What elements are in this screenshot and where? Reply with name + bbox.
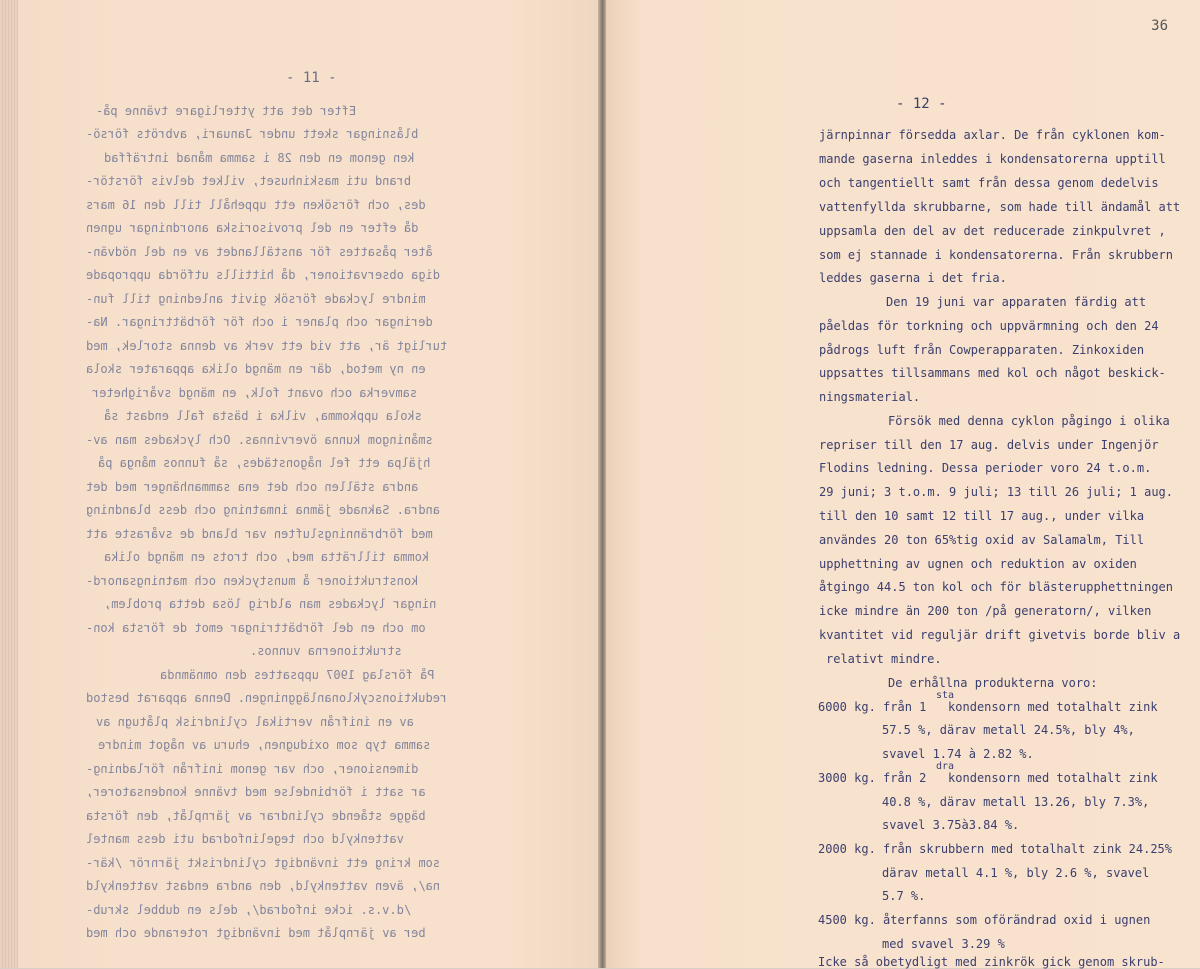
text-line: med svavel 3.29 % (882, 937, 1005, 951)
text-line: ar satt i förbindelse med tvänne kondensatorer, (86, 785, 426, 799)
text-line: en ny metod, där en mängd olika apparater skola (86, 362, 426, 376)
text-line: des, och försöken ett uppehåll till den 16 mars (86, 198, 426, 212)
text-line: På förslag 1907 uppsattes den omnämnda (160, 668, 435, 682)
text-line: 5.7 %. (882, 889, 926, 903)
text-line: deringar och planer i och för förbättringar. Na- (86, 315, 433, 329)
text-line: ningar lyckades man aldrig lösa detta problem, (104, 597, 437, 611)
text-line: 6000 kg. från 1 kondensorn med totalhalt zink (818, 700, 1158, 714)
text-line: Flodins ledning. Dessa perioder voro 24 t.o.m. (819, 461, 1152, 475)
text-line: användes 20 ton 65%tig oxid av Salamalm, Till (819, 533, 1145, 547)
text-line: komma tillrätta med, och trots en mängd olika (104, 550, 430, 564)
text-line: na/, även vattenkyld, den andra endast vattenkyld (86, 879, 441, 893)
text-line: repriser till den 17 aug. delvis under Ingenjör (819, 438, 1159, 452)
left-page-number: - 11 - (286, 70, 337, 86)
text-line: mindre lyckade försök givit anledning till fun- (86, 292, 426, 306)
text-line: upphettning av ugnen och reduktion av oxiden (819, 557, 1137, 571)
text-line: andra ställen och det ena sammanhänger med det (86, 480, 419, 494)
text-line: uppsamla den del av det reducerade zinkpulvret , (819, 224, 1166, 238)
text-line: som kring ett invändigt cylindriskt järnrör /kär- (86, 856, 441, 870)
text-line: med förbränningsluften var bland de svåraste att (86, 527, 433, 541)
text-line: blåsningar skett under Januari, avbröts försö- (86, 127, 419, 141)
text-line: vattenkyld och tegelinfodrad uti dess mantel (86, 832, 404, 846)
text-line: hjälpa ett fel någonstädes, så funnos många på (98, 456, 431, 470)
text-line: därav metall 4.1 %, bly 2.6 %, svavel (882, 866, 1150, 880)
text-line: om och en del förbättringar emot de första kon- (86, 621, 426, 635)
text-line: Efter det att ytterligare tvänne på- (96, 104, 357, 118)
text-line: svavel 1.74 à 2.82 %. (882, 747, 1034, 761)
text-line: och tangentiellt samt från dessa genom dedelvis (819, 176, 1159, 190)
text-line: icke mindre än 200 ton /på generatorn/, vilken (819, 604, 1152, 618)
superscript-sta: sta (936, 690, 955, 701)
text-line: struktionerna vunnos. (250, 644, 402, 658)
text-line: Den 19 juni var apparaten färdig att (886, 295, 1147, 309)
archive-page-mark: 36 (1151, 18, 1168, 34)
text-line: 3000 kg. från 2 kondensorn med totalhalt zink (818, 771, 1158, 785)
right-page-number: - 12 - (896, 96, 947, 112)
text-line: uppsattes tillsammans med kol och något beskick- (819, 366, 1166, 380)
text-line: relativt mindre. (826, 652, 942, 666)
text-line: samma typ som oxidugnen, ehuru av något mindre (98, 738, 431, 752)
text-line: småningom kunna övervinnas. Och lyckades man av- (86, 433, 433, 447)
text-line: som ej stannade i kondensatorerna. Från skrubbern (819, 248, 1174, 262)
text-line: kvantitet vid reguljär drift givetvis borde bliv a (819, 628, 1181, 642)
text-line: De erhållna produkterna voro: (888, 676, 1098, 690)
superscript-dra: dra (936, 761, 955, 772)
text-line: ber av järnplåt med invändigt roterande och med (86, 926, 426, 940)
text-line: diga observationer, då hittills utförda uppropade (86, 268, 441, 282)
text-line: 29 juni; 3 t.o.m. 9 juli; 13 till 26 juli; 1 aug. (819, 485, 1174, 499)
text-line: /d.v.s. icke infodrad/, dels en dubbel skrub- (86, 903, 412, 917)
text-line: av en inifrån vertikal cylindrisk plåtugn av (96, 715, 414, 729)
text-line: bägge stående cylindrar av järnplåt, den första (86, 809, 426, 823)
text-line: åter påsattes för anställandet av en del nödvän- (86, 245, 433, 259)
text-line: Icke så obetydligt med zinkrök gick genom skrub- (818, 955, 1165, 969)
text-line: då efter en del provisoriska anordningar ugnen (86, 221, 419, 235)
left-page (0, 0, 600, 968)
right-page (606, 0, 1200, 968)
text-line: mande gaserna inleddes i kondensatorerna upptill (819, 152, 1166, 166)
text-line: järnpinnar försedda axlar. De från cyklonen kom- (819, 128, 1166, 142)
text-line: 4500 kg. återfanns som oförändrad oxid i ugnen (818, 913, 1151, 927)
text-line: 40.8 %, därav metall 13.26, bly 7.3%, (882, 795, 1150, 809)
text-line: 2000 kg. från skrubbern med totalhalt zink 24.25% (818, 842, 1173, 856)
text-line: vattenfyllda skrubbarne, som hade till ändamål att (819, 200, 1181, 214)
text-line: andra. Saknade jämna inmatning och dess blandning (86, 503, 441, 517)
stacked-page-edges (0, 0, 18, 968)
text-line: brand uti maskinhuset, vilket delvis förstör- (86, 174, 412, 188)
text-line: svavel 3.75à3.84 %. (882, 818, 1020, 832)
text-line: påeldas för torkning och uppvärmning och den 24 (819, 319, 1159, 333)
text-line: åtgingo 44.5 ton kol och för blästerupphettningen (819, 580, 1174, 594)
text-line: till den 10 samt 12 till 17 aug., under vilka (819, 509, 1145, 523)
text-line: 57.5 %, därav metall 24.5%, bly 4%, (882, 723, 1135, 737)
text-line: samverka och ovant folk, en mängd svårigheter (92, 386, 418, 400)
text-line: skola uppkomma, vilka i bästa fall endast så (104, 409, 422, 423)
text-line: reduktionscyklonanläggningen. Denna apparat bestod (86, 691, 448, 705)
text-line: ken genom en den 28 i samma månad inträffad (104, 151, 415, 165)
text-line: dimensioner, och var genom inifrån förladning- (86, 762, 419, 776)
text-line: pådrogs luft från Cowperapparaten. Zinkoxiden (819, 343, 1145, 357)
text-line: leddes gaserna i det fria. (819, 271, 1007, 285)
text-line: konstruktioner å munstycken och matningsanord- (86, 574, 419, 588)
text-line: Försök med denna cyklon pågingo i olika (888, 414, 1170, 428)
text-line: ningsmaterial. (819, 390, 921, 404)
text-line: turligt är, att vid ett verk av denna storlek, med (86, 339, 448, 353)
